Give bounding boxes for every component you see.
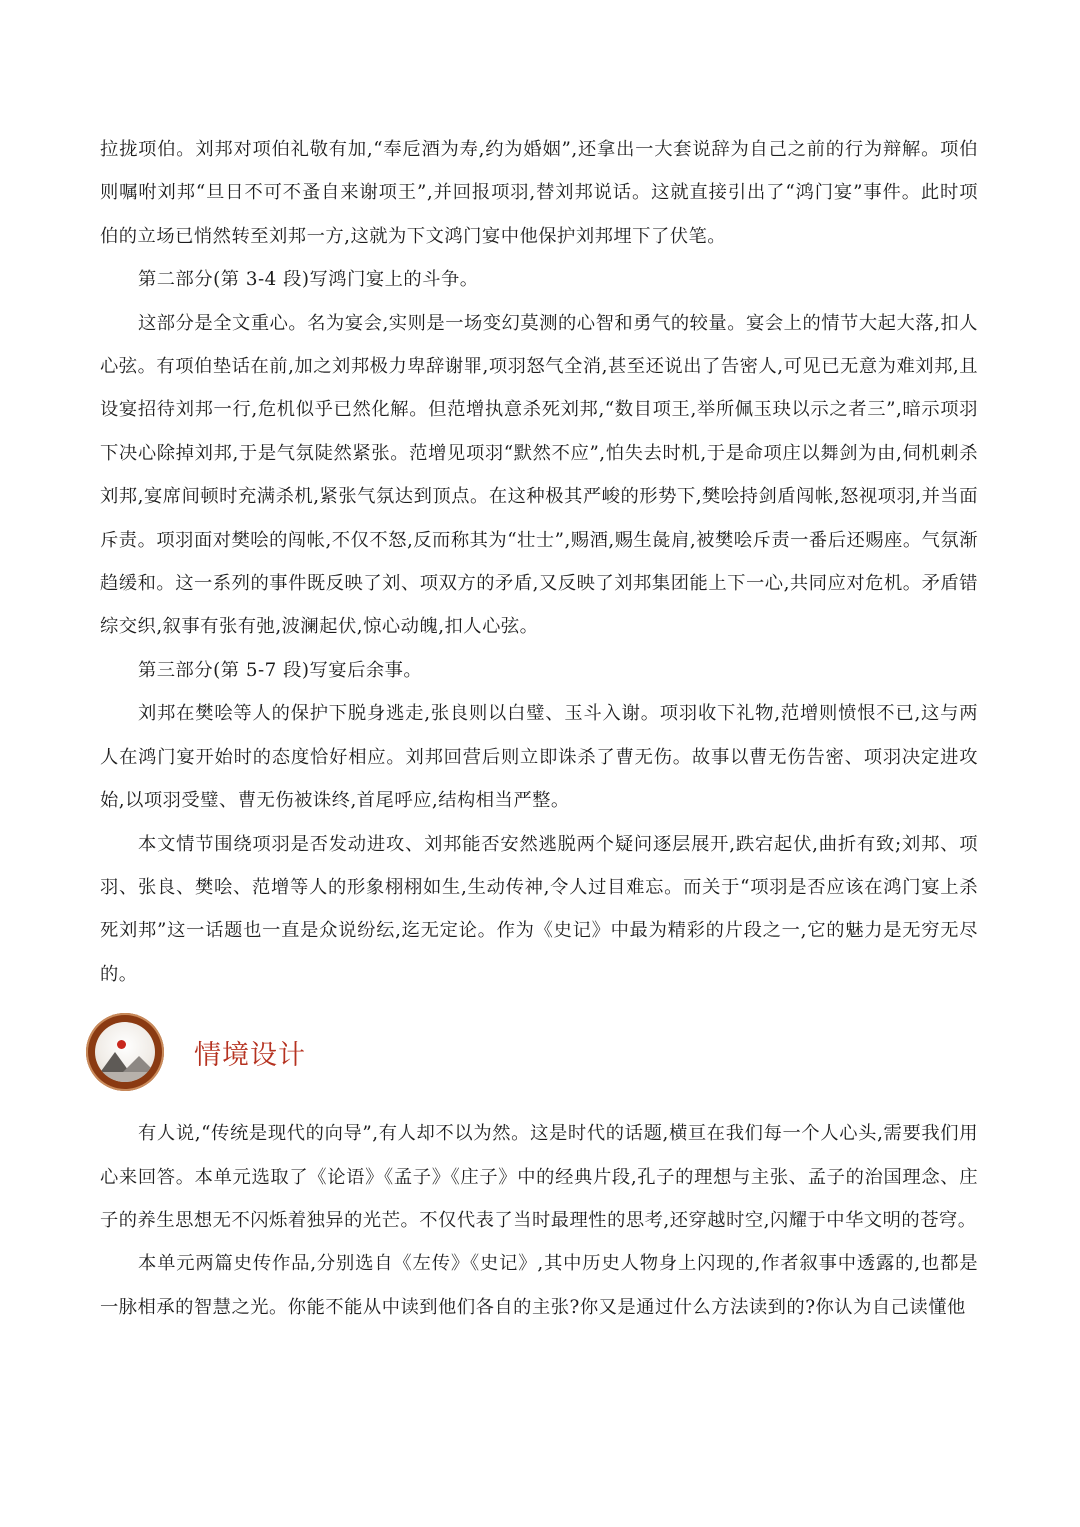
- paragraph: 刘邦在樊哙等人的保护下脱身逃走,张良则以白璧、玉斗入谢。项羽收下礼物,范增则愤恨不已,这与两人在鸿门宴开始时的态度恰好相应。刘邦回营后则立即诛杀了曹无伤。故事以曹无伤告密、项羽决定进攻始,以项羽受璧、曹无伤被诛终,首尾呼应,结构相当严整。: [100, 703, 978, 812]
- paragraph: 拉拢项伯。刘邦对项伯礼敬有加,“奉卮酒为寿,约为婚姻”,还拿出一大套说辞为自己之前的行为辩解。项伯则嘱咐刘邦“旦日不可不蚤自来谢项王”,并回报项羽,替刘邦说话。这就直接引出了“鸿门宴”事件。此时项伯的立场已悄然转至刘邦一方,这就为下文鸿门宴中他保护刘邦埋下了伏笔。: [100, 139, 978, 247]
- section-header: [100, 1000, 978, 1104]
- emblem-painting: [95, 1022, 155, 1082]
- ink-landscape-emblem-icon: [86, 1013, 164, 1091]
- paragraph: 本单元两篇史传作品,分别选自《左传》《史记》,其中历史人物身上闪现的,作者叙事中透露的,也都是一脉相承的智慧之光。你能不能从中读到他们各自的主张?你又是通过什么方法读到的?你认为自己读懂他: [100, 1253, 978, 1318]
- ground-shape: [95, 1072, 155, 1082]
- red-sun-icon: [117, 1040, 126, 1049]
- section-title: 情境设计: [194, 1039, 306, 1071]
- paragraph: 这部分是全文重心。名为宴会,实则是一场变幻莫测的心智和勇气的较量。宴会上的情节大起大落,扣人心弦。有项伯垫话在前,加之刘邦极力卑辞谢罪,项羽怒气全消,甚至还说出了告密人,可见已无意为难刘邦,且设宴招待刘邦一行,危机似乎已然化解。但范增执意杀死刘邦,“数目项王,举所佩玉玦以示之者三”,暗示项羽下决心除掉刘邦,于是气氛陡然紧张。范增见项羽“默然不应”,怕失去时机,于是命项庄以舞剑为由,伺机刺杀刘邦,宴席间顿时充满杀机,紧张气氛达到顶点。在这种极其严峻的形势下,樊哙持剑盾闯帐,怒视项羽,并当面斥责。项羽面对樊哙的闯帐,不仅不怒,反而称其为“壮士”,赐酒,赐生彘肩,被樊哙斥责一番后还赐座。气氛渐趋缓和。这一系列的事件既反映了刘、项双方的矛盾,又反映了刘邦集团能上下一心,共同应对危机。矛盾错综交织,叙事有张有弛,波澜起伏,惊心动魄,扣人心弦。: [100, 312, 978, 638]
- section-part-three-heading: 第三部分(第 5-7 段)写宴后余事。: [138, 659, 423, 681]
- paragraph: 有人说,“传统是现代的向导”,有人却不以为然。这是时代的话题,横亘在我们每一个人心头,需要我们用心来回答。本单元选取了《论语》《孟子》《庄子》中的经典片段,孔子的理想与主张、孟子的治国理念、庄子的养生思想无不闪烁着独异的光芒。不仅代表了当时最理性的思考,还穿越时空,闪耀于中华文明的苍穹。: [100, 1123, 978, 1231]
- paragraph: 本文情节围绕项羽是否发动进攻、刘邦能否安然逃脱两个疑问逐层展开,跌宕起伏,曲折有致;刘邦、项羽、张良、樊哙、范增等人的形象栩栩如生,生动传神,令人过目难忘。而关于“项羽是否应该在鸿门宴上杀死刘邦”这一话题也一直是众说纷纭,迄无定论。作为《史记》中最为精彩的片段之一,它的魅力是无穷无尽的。: [100, 833, 978, 985]
- document-content: [100, 128, 978, 1329]
- section-part-two-heading: 第二部分(第 3-4 段)写鸿门宴上的斗争。: [138, 269, 479, 291]
